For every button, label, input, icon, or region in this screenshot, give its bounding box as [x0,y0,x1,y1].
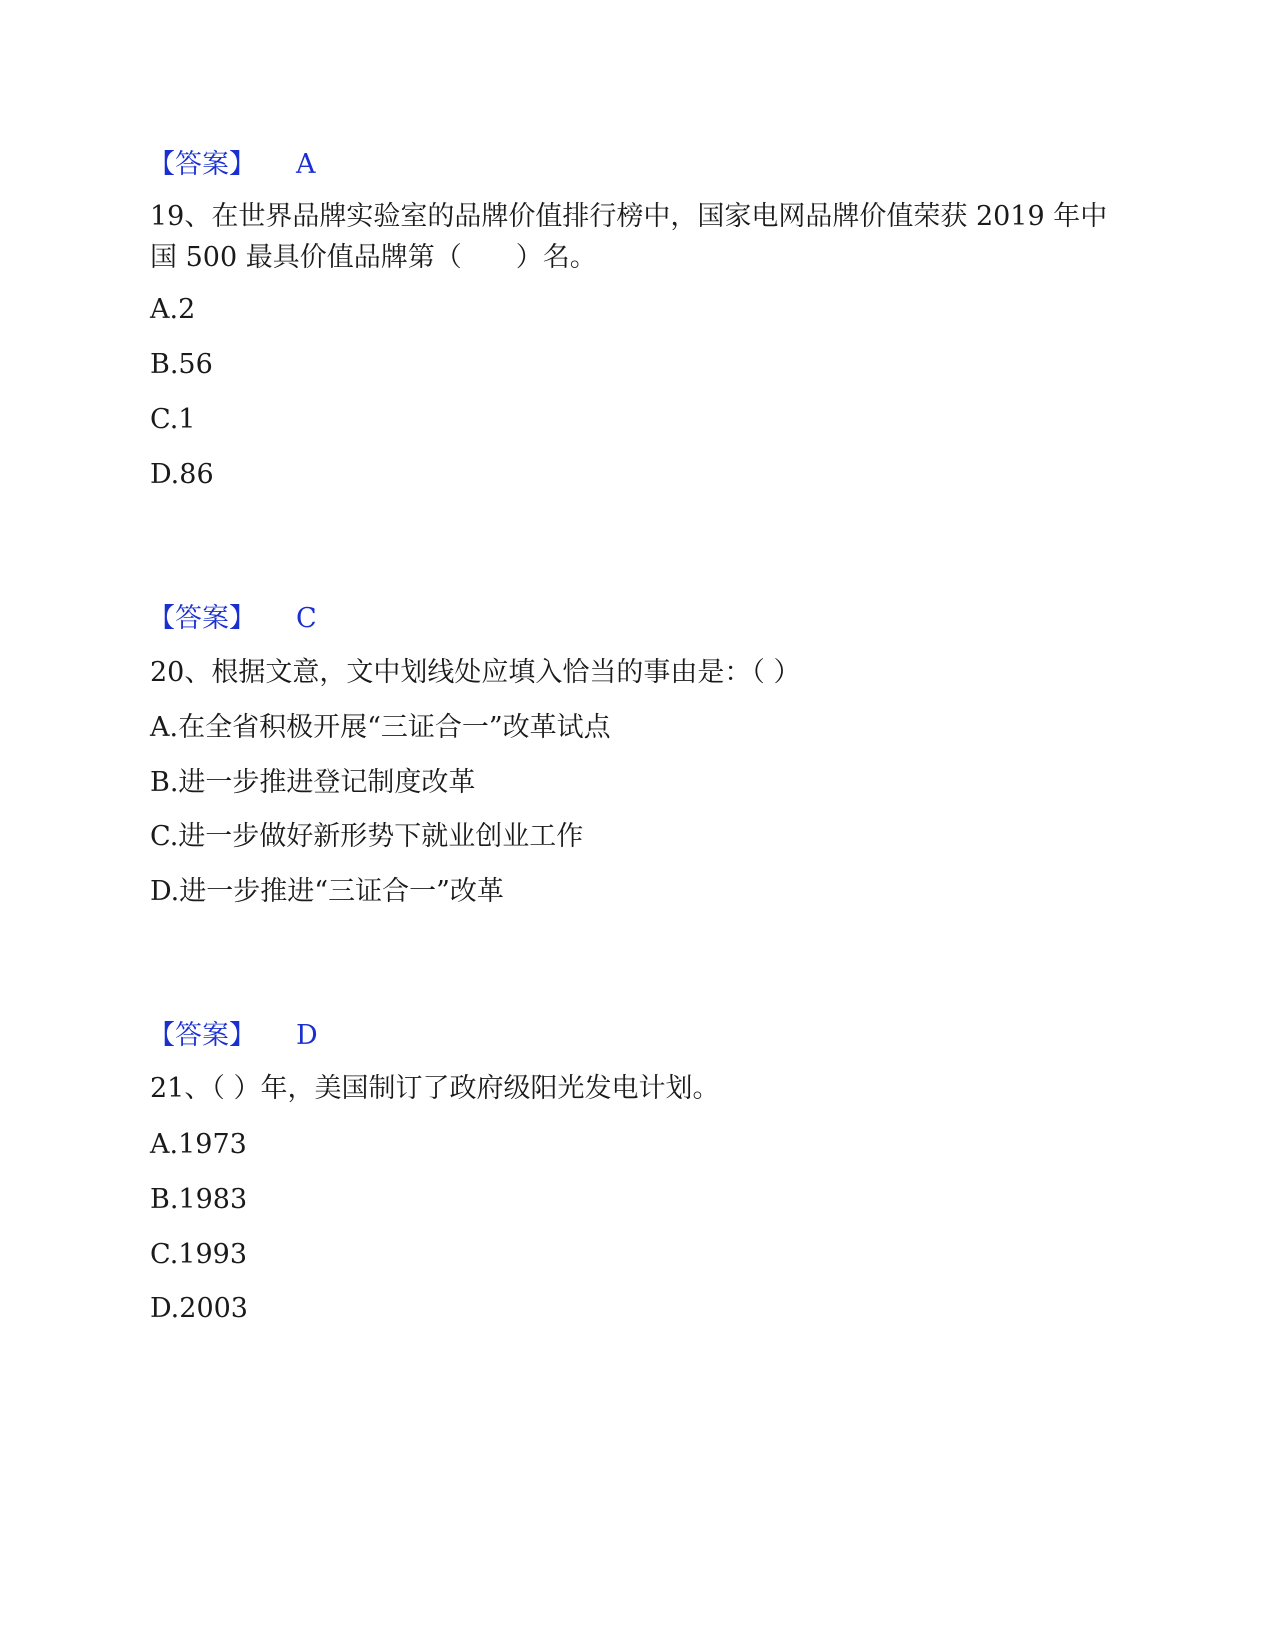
answer-value: D [296,1020,318,1051]
option-a: A.2 [150,294,196,325]
question-20: 20、根据文意，文中划线处应填入恰当的事由是：（ ） [150,657,801,688]
question-19: 19、在世界品牌实验室的品牌价值排行榜中，国家电网品牌价值荣获 2019 年中国 500 最具价值品牌第（ ）名。 [150,201,1108,273]
option-b: B.1983 [150,1184,248,1215]
answer-line [148,148,316,182]
answer-line [148,602,317,636]
answer-label: 【答案】 [148,1020,256,1051]
option-c: C.1993 [150,1239,247,1270]
option-d: D.2003 [150,1293,248,1324]
answer-value: A [296,149,316,180]
option-d: D.进一步推进“三证合一”改革 [150,876,504,907]
option-b: B.进一步推进登记制度改革 [150,767,476,798]
option-c: C.1 [150,404,196,435]
option-a: A.1973 [150,1129,247,1160]
option-b: B.56 [150,349,213,380]
option-c: C.进一步做好新形势下就业创业工作 [150,821,584,852]
answer-line [148,1019,318,1053]
answer-value: C [296,603,317,634]
answer-label: 【答案】 [148,149,256,180]
question-21: 21、（ ）年，美国制订了政府级阳光发电计划。 [150,1073,720,1104]
answer-label: 【答案】 [148,603,256,634]
option-d: D.86 [150,459,214,490]
option-a: A.在全省积极开展“三证合一”改革试点 [150,712,611,743]
